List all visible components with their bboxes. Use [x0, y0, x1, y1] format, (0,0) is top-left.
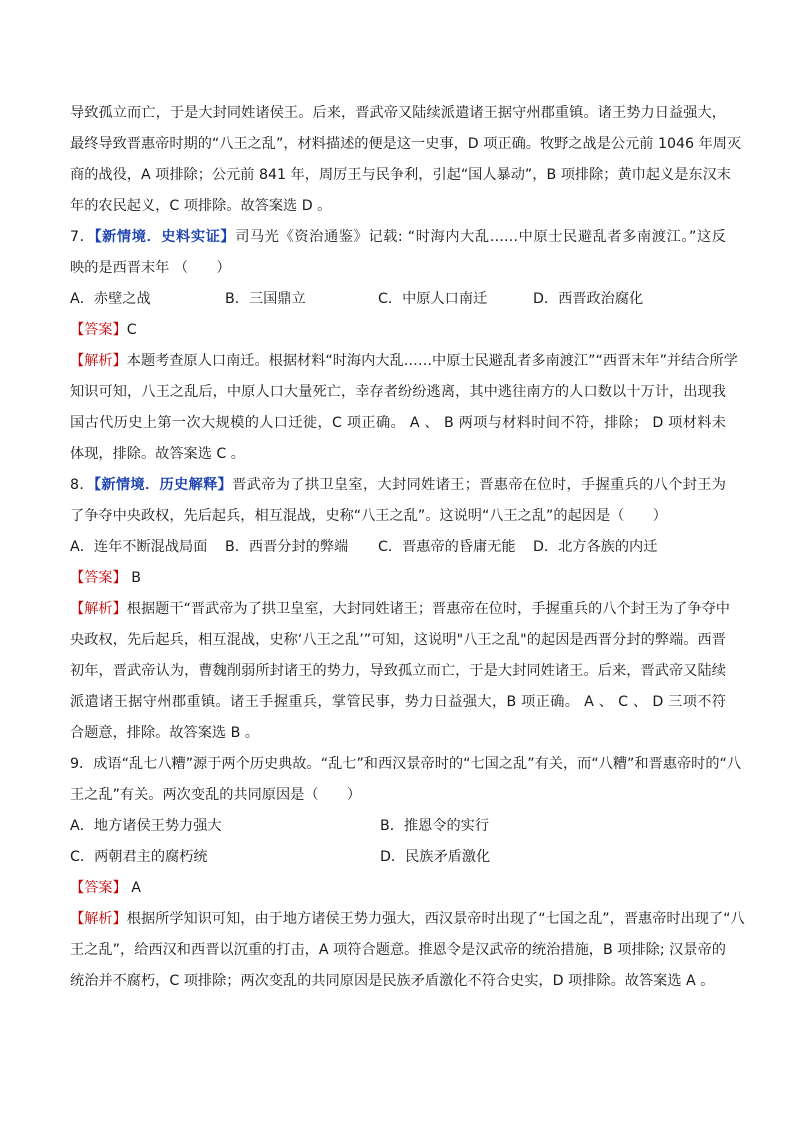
answer-value: B [126, 570, 142, 586]
answer-label: 【答案】 [70, 322, 127, 338]
question-9-stem [70, 749, 742, 780]
question-9-analysis [70, 904, 745, 935]
option-b: B．西晋分封的弊端 [225, 539, 349, 555]
analysis-line: 体现，排除。故答案选 C 。 [70, 446, 245, 462]
continuation-line: 年的农民起义，C 项排除。故答案选 D 。 [70, 198, 332, 214]
question-number: 7． [70, 229, 95, 245]
analysis-label: 【解析】 [70, 911, 127, 927]
question-9-stem-line2: 王之乱”有关。两次变乱的共同原因是（ ） [70, 787, 362, 803]
analysis-line: 统治并不腐朽，C 项排除；两次变乱的共同原因是民族矛盾激化不符合史实，D 项排除。故答案选 A 。 [70, 973, 715, 989]
option-c: C．中原人口南迁 [378, 291, 488, 307]
analysis-label: 【解析】 [70, 601, 127, 617]
answer-label: 【答案】 [70, 570, 127, 586]
question-stem-text: 司马光《资治通鉴》记载: “时海内大乱……中原士民避乱者多南渡江。”这反 [235, 229, 726, 245]
option-a: A．连年不断混战局面 [70, 539, 208, 555]
analysis-line: 王之乱”，给西汉和西晋以沉重的打击，A 项符合题意。推恩令是汉武帝的统治措施，B 项排除; 汉景帝的 [70, 942, 726, 958]
question-7-options [70, 284, 726, 315]
question-tag: 【新情境．史料实证】 [94, 229, 236, 245]
question-number: 8． [70, 477, 94, 493]
question-8-answer [70, 563, 726, 594]
question-7-answer [70, 315, 726, 346]
question-8-analysis [70, 594, 730, 625]
option-b: B．三国鼎立 [225, 291, 306, 307]
question-tag: 【新情境．历史解释】 [93, 477, 233, 493]
question-number: 9． [70, 756, 94, 772]
question-9-options-row2 [70, 842, 726, 873]
question-stem-text: 晋武帝为了拱卫皇室，大封同姓诸王；晋惠帝在位时，手握重兵的八个封王为 [232, 477, 726, 493]
analysis-line: 知识可知，八王之乱后，中原人口大量死亡，幸存者纷纷逃离，其中逃往南方的人口数以十万计，出现我 [70, 384, 726, 400]
answer-label: 【答案】 [70, 880, 127, 896]
question-8-options [70, 532, 726, 563]
option-d: D．西晋政治腐化 [533, 291, 644, 307]
continuation-line: 导致孤立而亡，于是大封同姓诸侯王。后来，晋武帝又陆续派遣诸王据守州郡重镇。诸王势力日益强大， [70, 105, 726, 121]
continuation-line: 商的战役，A 项排除；公元前 841 年，周厉王与民争利，引起“国人暴动”，B 项排除；黄巾起义是东汉末 [70, 167, 731, 183]
option-a: A．地方诸侯王势力强大 [70, 818, 222, 834]
analysis-label: 【解析】 [70, 353, 127, 369]
analysis-text: 根据题干“晋武帝为了拱卫皇室，大封同姓诸王；晋惠帝在位时，手握重兵的八个封王为了争夺中 [126, 601, 730, 617]
analysis-line: 国古代历史上第一次大规模的人口迁徙，C 项正确。 A 、 B 两项与材料时间不符，排除； D 项材料未 [70, 415, 726, 431]
question-8-stem [70, 470, 726, 501]
analysis-line: 派遣诸王据守州郡重镇。诸王手握重兵，掌管民事，势力日益强大，B 项正确。 A 、 C 、 D 三项不符 [70, 694, 726, 710]
option-d: D．北方各族的内迁 [533, 539, 658, 555]
question-9-options-row1 [70, 811, 726, 842]
question-7-stem-line2: 映的是西晋末年 （ ） [70, 260, 231, 276]
option-a: A．赤壁之战 [70, 291, 151, 307]
analysis-line: 央政权，先后起兵，相互混战，史称‘八王之乱’”可知，这说明"八王之乱"的起因是西晋分封的弊端。西晋 [70, 632, 726, 648]
option-b: B．推恩令的实行 [380, 818, 490, 834]
answer-value: A [126, 880, 141, 896]
option-c: C．晋惠帝的昏庸无能 [378, 539, 516, 555]
question-stem-text: 成语“乱七八糟”源于两个历史典故。“乱七”和西汉景帝时的“七国之乱”有关，而“八糟”和晋惠帝时的“八 [93, 756, 742, 772]
option-d: D．民族矛盾激化 [380, 849, 491, 865]
question-8-stem-line2: 了争夺中央政权，先后起兵，相互混战，史称“八王之乱”。这说明“八王之乱”的起因是（ ） [70, 508, 667, 524]
question-9-answer [70, 873, 726, 904]
analysis-text: 根据所学知识可知，由于地方诸侯王势力强大，西汉景帝时出现了“七国之乱”，晋惠帝时出现了“八 [126, 911, 745, 927]
continuation-line: 最终导致晋惠帝时期的“八王之乱”，材料描述的便是这一史事，D 项正确。牧野之战是公元前 1046 年周灭 [70, 136, 742, 152]
analysis-text: 本题考查原人口南迁。根据材料“时海内大乱……中原士民避乱者多南渡江”“西晋末年”并结合所学 [126, 353, 738, 369]
option-c: C．两朝君主的腐朽统 [70, 849, 208, 865]
answer-value: C [126, 322, 137, 338]
analysis-line: 初年，晋武帝认为，曹魏削弱所封诸王的势力，导致孤立而亡，于是大封同姓诸王。后来，晋武帝又陆续 [70, 663, 726, 679]
question-7-analysis [70, 346, 738, 377]
analysis-line: 合题意，排除。故答案选 B 。 [70, 725, 260, 741]
question-7-stem [70, 222, 726, 253]
